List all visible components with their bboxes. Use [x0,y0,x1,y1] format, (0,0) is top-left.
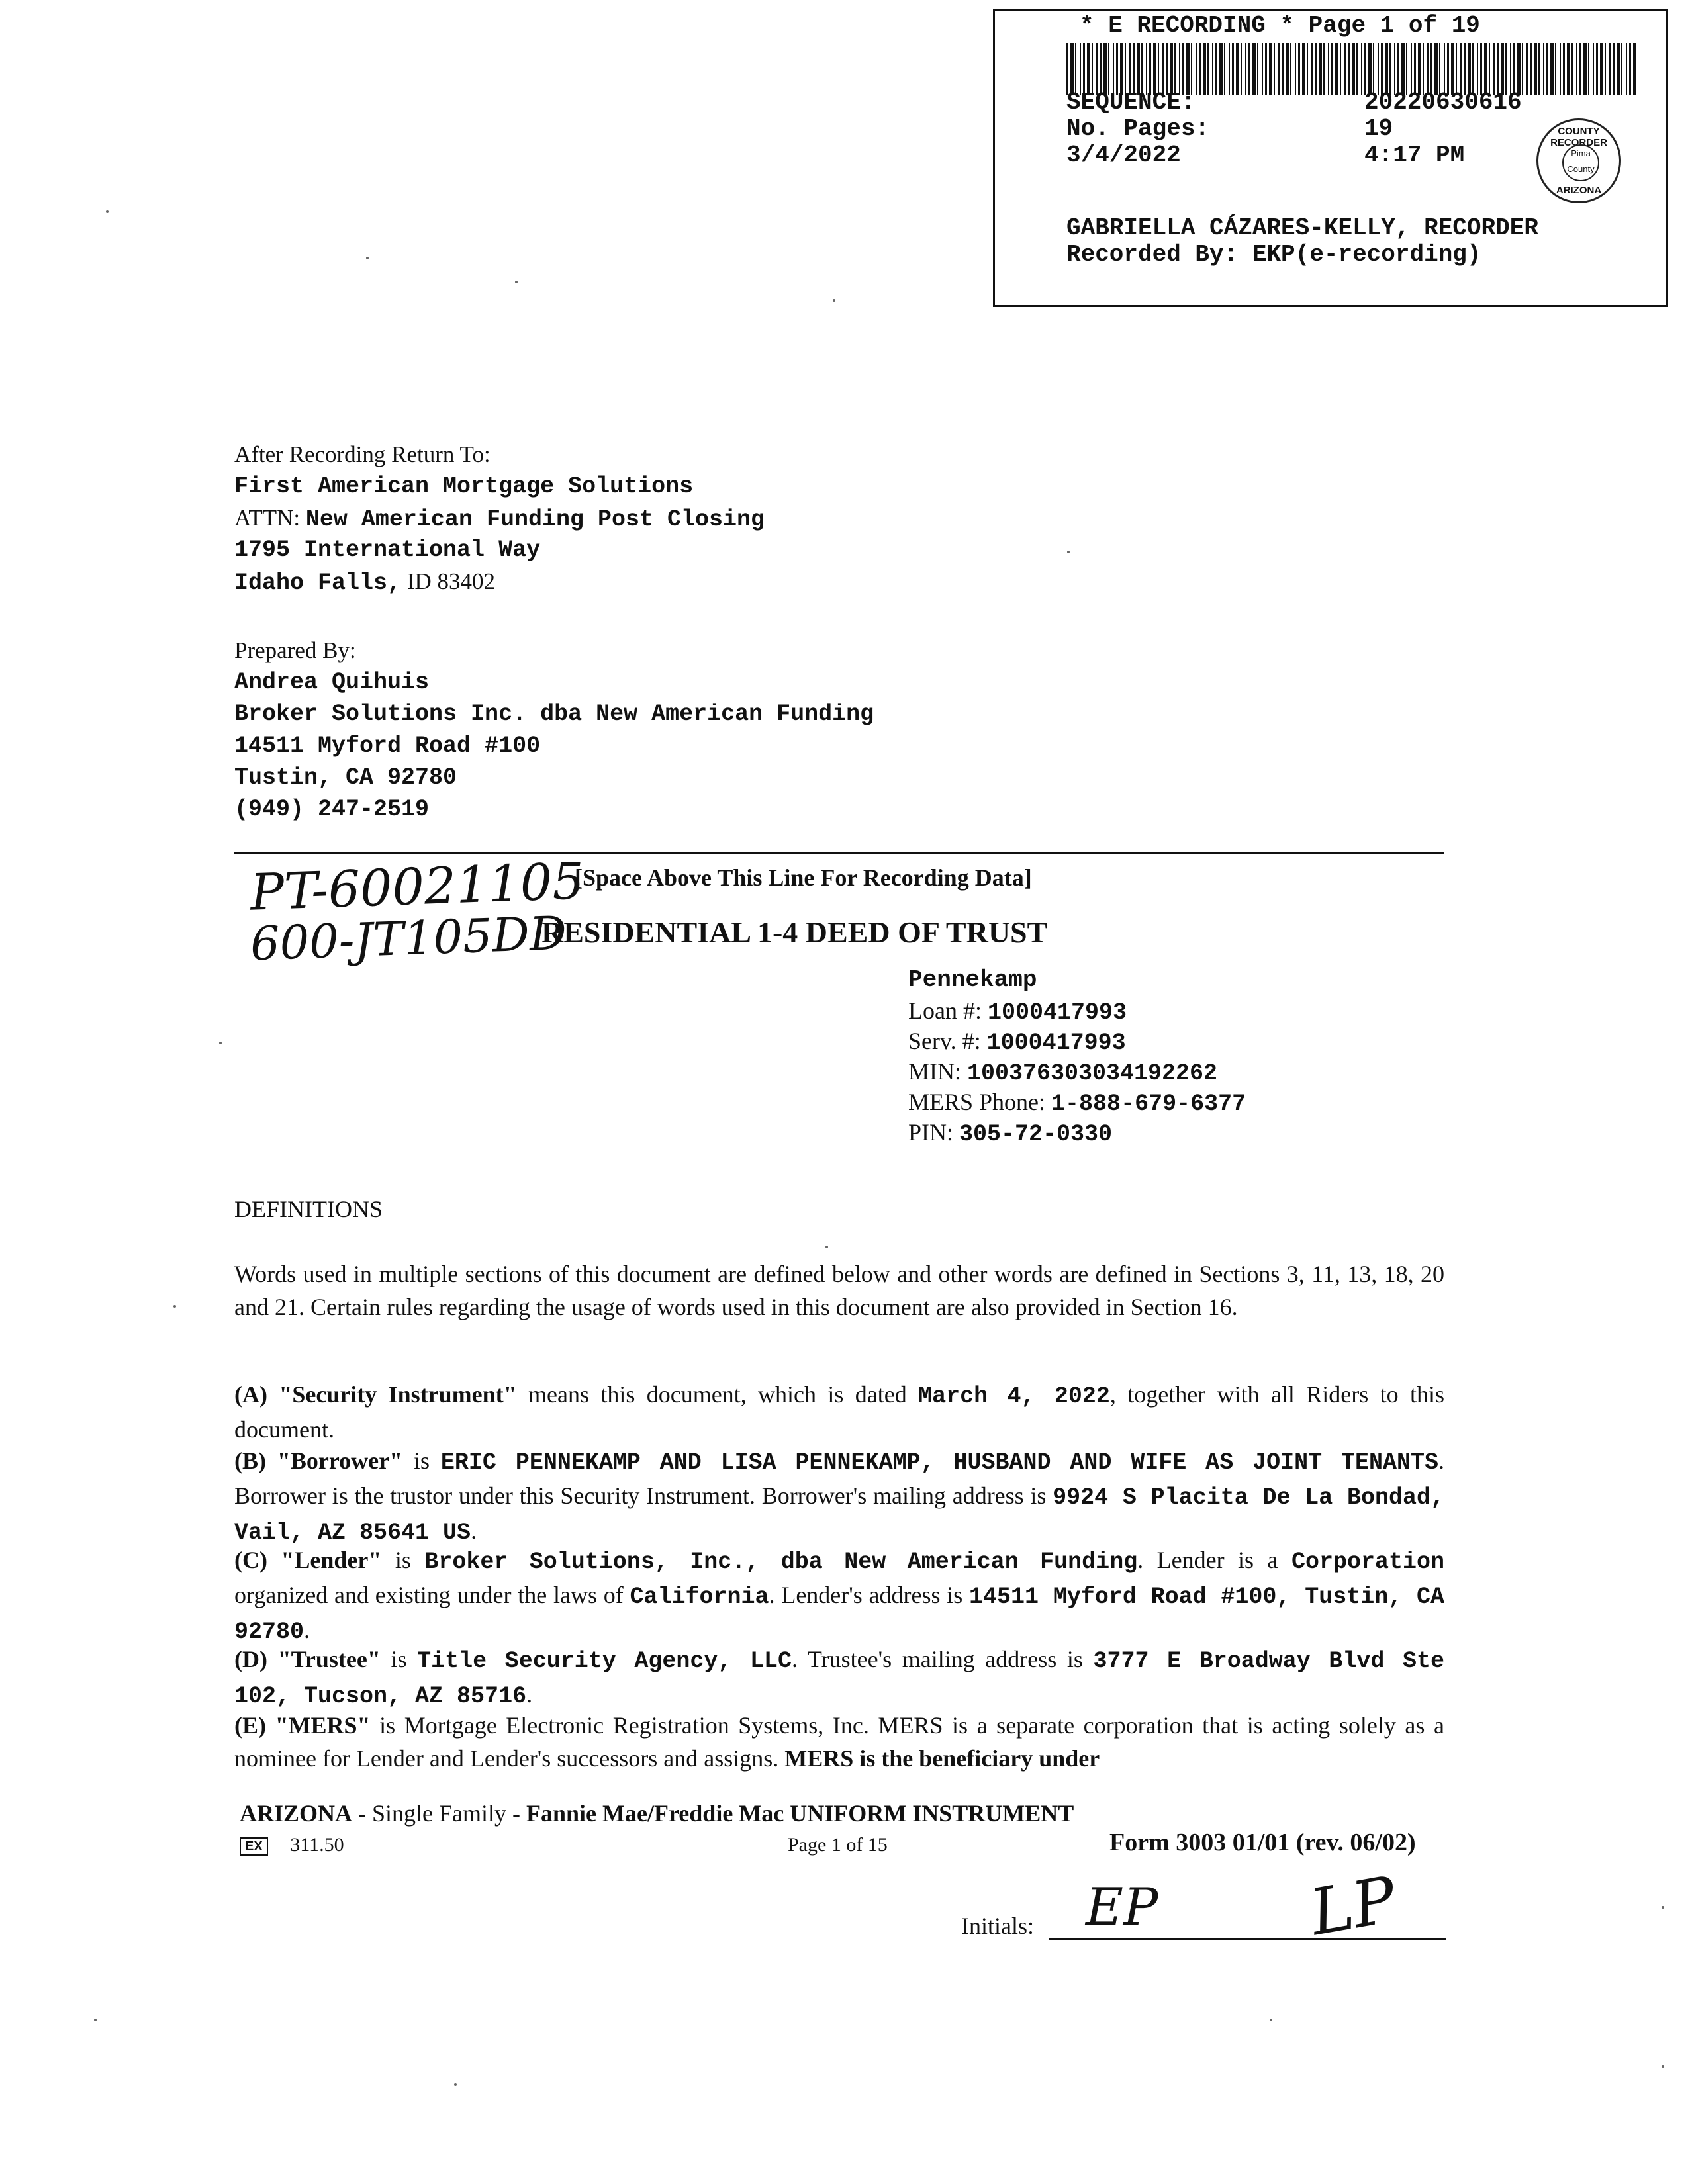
definition-e [234,1709,1444,1775]
prepared-by-company: Broker Solutions Inc. dba New American Funding [234,701,874,727]
scan-speck [173,1305,176,1308]
initials-borrower-1: EP [1086,1878,1158,1937]
return-to-city [234,567,495,598]
recorded-by: Recorded By: EKP(e-recording) [1066,241,1481,268]
scan-speck [515,281,518,283]
city-suffix: ID 83402 [406,569,495,594]
initials-borrower-2: LP [1305,1862,1402,1950]
seal-top-text: COUNTY RECORDER [1550,126,1607,148]
definition-b [234,1444,1444,1549]
scan-speck [1662,1906,1664,1909]
space-above-line: [Space Above This Line For Recording Data] [575,864,1032,891]
recorder-name: GABRIELLA CÁZARES-KELLY, RECORDER [1066,214,1538,242]
borrower-short-name: Pennekamp [908,966,1037,993]
definition-b-address: 9924 S Placita De La Bondad, Vail, AZ 85641 US [234,1484,1444,1546]
definition-a-text: means this document, which is dated [516,1381,919,1408]
definition-e-bold: MERS is the beneficiary under [784,1745,1100,1772]
handwritten-file-number-1: PT-60021105 [249,851,585,922]
definition-a-text-2: , together with all Riders to this document. [234,1381,1444,1443]
record-time: 4:17 PM [1364,142,1465,169]
prepared-by-phone: (949) 247-2519 [234,796,430,823]
loan-value: 1000417993 [987,999,1127,1026]
definition-c-text: is [381,1547,425,1573]
definition-c-type: Corporation [1291,1549,1444,1575]
recording-stamp [993,9,1668,307]
definitions-intro: Words used in multiple sections of this document are defined below and other words are defined in Sections 3, 11, 13, 18, 20 and 21. Certain rules regarding the usage of words used in this document are also provided in Section 16. [234,1261,1444,1320]
scan-speck [219,1042,222,1044]
prepared-by-label: Prepared By: [234,637,356,663]
prepared-by-name: Andrea Quihuis [234,669,430,696]
return-to-company: First American Mortgage Solutions [234,473,694,500]
seal-center-1: Pima [1571,148,1591,158]
sequence-value: 20220630616 [1364,89,1522,116]
form-code: 311.50 [290,1834,344,1856]
definition-b-text: is [402,1447,441,1474]
definition-b-label: (B) "Borrower" [234,1447,403,1474]
handwritten-file-number-2: 600-JT105DD [249,905,568,972]
record-date: 3/4/2022 [1066,142,1181,169]
scan-speck [94,2019,97,2021]
recording-data-divider [234,852,1444,854]
return-to-attn [234,503,765,535]
seal-bottom-text: ARIZONA [1556,185,1602,196]
definition-b-text-3: . [471,1518,477,1544]
prepared-by-city: Tustin, CA 92780 [234,764,457,791]
city-prefix: Idaho Falls, [234,570,402,596]
definition-a [234,1378,1444,1446]
definition-c-name: Broker Solutions, Inc., dba New American Funding [424,1549,1138,1575]
barcode [1066,43,1636,95]
definition-b-text-2: . Borrower is the trustor under this Security Instrument. Borrower's mailing address is [234,1447,1445,1509]
pages-value: 19 [1364,115,1393,142]
definition-e-text: is Mortgage Electronic Registration Systems, Inc. MERS is a separate corporation that is acting solely as a nominee for Lender and Lender's successors and assigns. [234,1712,1444,1772]
scan-speck [454,2083,457,2086]
scan-speck [1067,551,1070,553]
attn-value: New American Funding Post Closing [305,506,765,533]
document-title: RESIDENTIAL 1-4 DEED OF TRUST [541,915,1048,949]
loan-number-row [908,995,1127,1028]
form-code-box: EX [240,1837,268,1856]
definition-d-label: (D) "Trustee" [234,1646,381,1672]
definition-c-text-2: . Lender is a [1137,1547,1291,1573]
prepared-by-street: 14511 Myford Road #100 [234,733,541,759]
stamp-header: * E RECORDING * Page 1 of 19 [1080,12,1480,39]
definition-d-text-3: . [526,1681,533,1707]
attn-label: ATTN: [234,505,301,531]
definition-c [234,1543,1444,1649]
footer-desc-2: Fannie Mae/Freddie Mac UNIFORM INSTRUMENT [526,1800,1074,1827]
scan-speck [833,299,835,302]
pin-row [908,1117,1112,1150]
loan-label: Loan #: [908,997,982,1024]
serv-value: 1000417993 [986,1030,1126,1056]
initials-label: Initials: [961,1913,1034,1939]
scan-speck [1662,2065,1664,2068]
definition-d-text-2: . Trustee's mailing address is [791,1646,1094,1672]
definition-c-text-4: . Lender's address is [769,1582,970,1608]
footer-state: ARIZONA [240,1800,353,1827]
mers-phone-row [908,1087,1246,1119]
pin-value: 305-72-0330 [959,1121,1113,1148]
definition-d [234,1643,1444,1713]
definitions-heading: DEFINITIONS [234,1196,383,1222]
return-to-street: 1795 International Way [234,537,541,563]
serv-number-row [908,1026,1126,1058]
definition-e-label: (E) "MERS" [234,1712,371,1739]
min-label: MIN: [908,1058,961,1085]
scan-speck [106,210,109,213]
return-to-label: After Recording Return To: [234,441,491,467]
definition-c-text-5: . [304,1617,310,1643]
footer-desc-1: - Single Family - [352,1800,527,1827]
scan-speck [825,1246,828,1248]
definition-c-label: (C) "Lender" [234,1547,382,1573]
definition-c-state: California [630,1584,769,1610]
definition-b-name: ERIC PENNEKAMP AND LISA PENNEKAMP, HUSBAND AND WIFE AS JOINT TENANTS [440,1449,1439,1476]
mers-value: 1-888-679-6377 [1051,1091,1246,1117]
definition-a-date: March 4, 2022 [918,1383,1110,1410]
form-number: Form 3003 01/01 (rev. 06/02) [1109,1829,1416,1856]
definition-c-text-3: organized and existing under the laws of [234,1582,630,1608]
initials-line [1049,1938,1446,1940]
scan-speck [1270,2019,1272,2021]
county-seal [1536,118,1621,203]
seal-center-2: County [1567,164,1595,174]
page-number: Page 1 of 15 [788,1834,888,1856]
definition-c-address: 14511 Myford Road #100, Tustin, CA 92780 [234,1584,1444,1645]
mers-label: MERS Phone: [908,1089,1046,1115]
scan-speck [366,257,369,259]
min-value: 100376303034192262 [967,1060,1218,1087]
definition-d-address: 3777 E Broadway Blvd Ste 102, Tucson, AZ 85716 [234,1648,1444,1709]
min-row [908,1056,1217,1089]
definition-a-label: (A) "Security Instrument" [234,1381,517,1408]
sequence-label: SEQUENCE: [1066,89,1196,116]
pin-label: PIN: [908,1119,954,1146]
definition-d-text: is [380,1646,418,1672]
definition-d-name: Title Security Agency, LLC [417,1648,792,1674]
form-code-row [240,1832,344,1858]
serv-label: Serv. #: [908,1028,981,1054]
form-footer-title [240,1799,1074,1828]
pages-label: No. Pages: [1066,115,1210,142]
